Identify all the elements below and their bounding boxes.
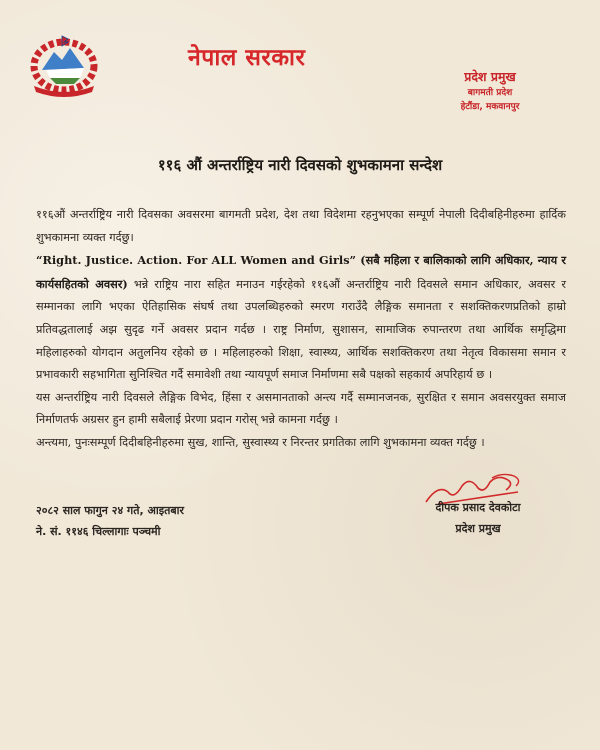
paragraph-2 — [36, 249, 566, 387]
office-title: प्रदेश प्रमुख — [464, 69, 516, 84]
nepal-emblem-icon — [24, 34, 104, 98]
paragraph-3: यस अन्तर्राष्ट्रिय नारी दिवसले लैङ्गिक विभेद, हिंसा र असमानताको अन्त्य गर्दै सम्मानजनक, सुरक्षित र समान अवसरयुक्त समाज निर्माणतर्फ अग्रसर हुन हामी सबैलाई प्रेरणा प्रदान गरोस् भन्ने कामना गर्दछु । — [36, 390, 566, 427]
signatory-name: दीपक प्रसाद देवकोटा — [435, 501, 521, 514]
paragraph-1: ११६औं अन्तर्राष्ट्रिय नारी दिवसका अवसरमा बागमती प्रदेश, देश तथा विदेशमा रहनुभएका सम्पूर्ण नेपाली दिदीबहिनीहरुमा हार्दिक शुभकामना व्यक्त गर्दछु। — [36, 208, 566, 244]
office-province: बागमती प्रदेश — [467, 88, 513, 98]
government-title: नेपाल सरकार — [188, 44, 306, 71]
office-location: हेटौंडा, मकवानपुर — [460, 102, 520, 112]
slogan: “Right. Justice. Action. For ALL Women and Girls” (सबै महिला र बालिकाको लागि अधिकार, न्याय र कार्यसहितको अवसर) — [36, 253, 566, 291]
paragraph-4: अन्त्यमा, पुनःसम्पूर्ण दिदीबहिनीहरुमा सुख, शान्ति, सुस्वास्थ्य र निरन्तर प्रगतिका लागि शुभकामना व्यक्त गर्दछु । — [36, 435, 485, 449]
date-bs: २०८२ साल फागुन २४ गते, आइतबार — [36, 504, 185, 517]
date-block — [36, 500, 184, 542]
message-body — [36, 204, 566, 455]
date-ns: ने. सं. ११४६ चिल्लागाः पञ्चमी — [36, 525, 161, 538]
office-block — [430, 68, 550, 114]
paragraph-2-text: भन्ने राष्ट्रिय नारा सहित मनाउन गईरहेको ११६औं अन्तर्राष्ट्रिय नारी दिवसले समान अधिकार, अवसर र सम्मानका लागि भएका ऐतिहासिक संघर्ष तथा उपलब्धिहरुको स्मरण गराउँदै लैङ्गिक समानता र सशक्तिकरणप्रतिको हाम्रो प्रतिवद्धतालाई अझ सुदृढ गर्ने अवसर प्रदान गर्दछ । राष्ट्र निर्माण, सुशासन, सामाजिक रुपान्तरण तथा आर्थिक समृद्धिमा महिलाहरुको योगदान अतुलनिय रहेको छ । महिलाहरुको शिक्षा, स्वास्थ्य, आर्थिक सशक्तिकरण तथा नेतृत्व विकासमा समान र प्रभावकारी सहभागिता सुनिश्चित गर्दै समावेशी तथा न्यायपूर्ण समाज निर्माणमा सबै पक्षको सहकार्य अपरिहार्य छ । — [36, 277, 566, 382]
subject-heading: ११६ औं अन्तर्राष्ट्रिय नारी दिवसको शुभकामना सन्देश — [157, 156, 443, 174]
signatory-title: प्रदेश प्रमुख — [455, 522, 501, 535]
signatory-block — [408, 497, 548, 539]
